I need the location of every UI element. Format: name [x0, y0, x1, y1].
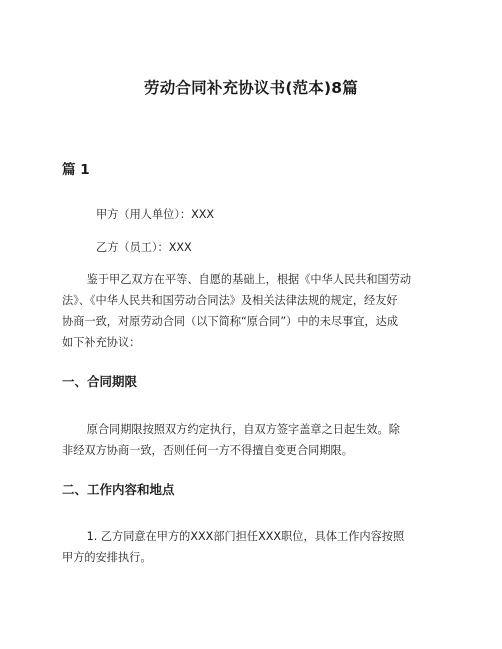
intro-line: 协商一致，对原劳动合同（以下简称“原合同”）中的未尽事宜，达成 — [62, 315, 399, 328]
party-a-line: 甲方（用人单位）：XXX — [96, 208, 215, 221]
intro-line: 如下补充协议： — [62, 336, 141, 349]
clause-2-item-1-line: 甲方的安排执行。 — [62, 551, 152, 564]
clause-2-heading: 二、工作内容和地点 — [62, 482, 175, 497]
intro-line: 法》、《中华人民共和国劳动合同法》及相关法律法规的规定，经友好 — [62, 294, 398, 307]
clause-2-item-1 — [62, 526, 438, 568]
intro-line: 鉴于甲乙双方在平等、自愿的基础上，根据《中华人民共和国劳动 — [86, 273, 412, 286]
document-title: 劳动合同补充协议书(范本)8篇 — [144, 79, 358, 97]
clause-2-item-1-line: 1. 乙方同意在甲方的XXX部门担任XXX职位，具体工作内容按照 — [86, 530, 405, 543]
section-label: 篇 1 — [62, 162, 90, 178]
clause-1-line: 原合同期限按照双方约定执行，自双方签字盖章之日起生效。除 — [86, 423, 400, 436]
clause-1-heading: 一、合同期限 — [62, 374, 138, 389]
clause-1-line: 非经双方协商一致，否则任何一方不得擅自变更合同期限。 — [62, 444, 353, 457]
clause-1-paragraph — [62, 419, 438, 461]
party-b-line: 乙方（员工）：XXX — [96, 241, 192, 254]
intro-paragraph — [62, 269, 438, 353]
